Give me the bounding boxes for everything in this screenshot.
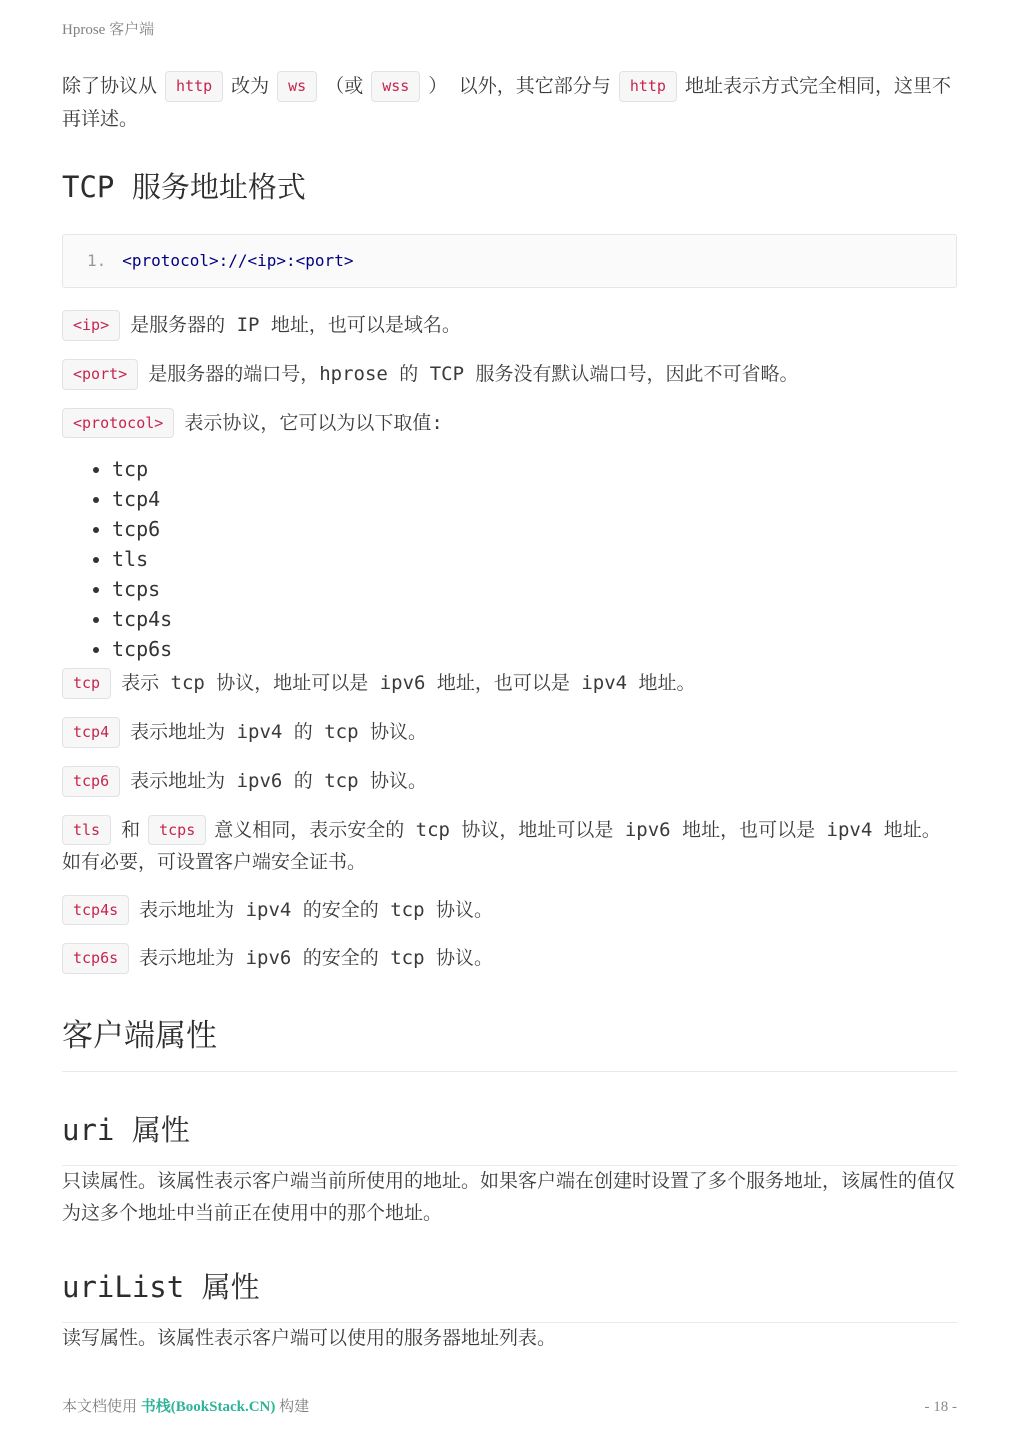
- intro-text-5: 以外，其它部分与: [458, 74, 611, 97]
- tcp4-text: 表示地址为 ipv4 的 tcp 协议。: [130, 720, 427, 743]
- tcp4s-text: 表示地址为 ipv4 的安全的 tcp 协议。: [139, 898, 493, 921]
- code-tag-tcp: tcp: [62, 668, 111, 699]
- intro-text-3: （或: [325, 74, 364, 97]
- code-line-number: 1.: [87, 251, 107, 271]
- urilist-property-text: 读写属性。该属性表示客户端可以使用的服务器地址列表。: [62, 1326, 557, 1349]
- heading-client-properties: 客户端属性: [62, 1010, 957, 1072]
- intro-text-1: 除了协议从: [62, 74, 158, 97]
- tls-paragraph: [62, 813, 957, 879]
- code-tag-wss: wss: [371, 71, 420, 102]
- code-tag-ip: <ip>: [62, 310, 120, 341]
- page-footer: [62, 1395, 957, 1416]
- tcp4-paragraph: [62, 715, 957, 750]
- protocol-list-item: • tcp4: [112, 484, 957, 514]
- code-tag-http: http: [165, 71, 223, 102]
- protocol-list-item: • tcp: [112, 454, 957, 484]
- tcp6s-text: 表示地址为 ipv6 的安全的 tcp 协议。: [139, 947, 493, 970]
- port-text: 是服务器的端口号，hprose 的 TCP 服务没有默认端口号，因此不可省略。: [148, 362, 799, 385]
- page-number: - 18 -: [924, 1399, 957, 1415]
- tcp6-paragraph: [62, 764, 957, 799]
- ip-paragraph: [62, 308, 957, 343]
- tcp4s-paragraph: [62, 893, 957, 928]
- code-tag-tcp4: tcp4: [62, 717, 120, 748]
- tcp6-text: 表示地址为 ipv6 的 tcp 协议。: [130, 769, 427, 792]
- protocol-paragraph: [62, 406, 957, 441]
- code-content: <protocol>://<ip>:<port>: [122, 251, 354, 271]
- code-tag-tcp6: tcp6: [62, 766, 120, 797]
- code-tag-port: <port>: [62, 359, 138, 390]
- protocol-list-item: • tcp6s: [112, 634, 957, 664]
- footer-attribution: [62, 1395, 309, 1416]
- intro-paragraph: [62, 69, 957, 135]
- code-tag-ws: ws: [277, 71, 317, 102]
- code-tag-tcps: tcps: [148, 815, 206, 846]
- footer-prefix: 本文档使用: [62, 1399, 138, 1415]
- heading-tcp-address-format: TCP 服务地址格式: [62, 170, 306, 205]
- code-tag-tls: tls: [62, 815, 111, 846]
- protocol-value-list: [62, 454, 957, 664]
- tcp-paragraph: [62, 666, 957, 701]
- tcp-text: 表示 tcp 协议，地址可以是 ipv6 地址，也可以是 ipv4 地址。: [121, 672, 696, 695]
- intro-text-2: 改为: [231, 74, 270, 97]
- protocol-list-item: • tcps: [112, 574, 957, 604]
- code-line: [63, 249, 956, 273]
- ip-text: 是服务器的 IP 地址，也可以是域名。: [130, 313, 461, 336]
- tls-conjunction: 和: [121, 818, 141, 841]
- protocol-text: 表示协议，它可以为以下取值:: [184, 411, 443, 434]
- uri-property-text: 只读属性。该属性表示客户端当前所使用的地址。如果客户端在创建时设置了多个服务地址，该属性的值仅为这多个地址中当前正在使用中的那个地址。: [62, 1170, 956, 1224]
- tls-text: 意义相同，表示安全的 tcp 协议，地址可以是 ipv6 地址，也可以是 ipv4 地址。如有必要，可设置客户端安全证书。: [62, 818, 941, 874]
- code-block: [62, 234, 957, 288]
- protocol-list-item: • tcp4s: [112, 604, 957, 634]
- code-tag-protocol: <protocol>: [62, 408, 174, 439]
- intro-text-6: 地址表示方式完全相同，这里不再详述。: [62, 74, 951, 130]
- doc-title: Hprose 客户端: [62, 22, 155, 38]
- bookstack-link[interactable]: 书栈(BookStack.CN): [140, 1399, 276, 1415]
- code-tag-http-2: http: [619, 71, 677, 102]
- protocol-list-item: • tls: [112, 544, 957, 574]
- code-tag-tcp6s: tcp6s: [62, 943, 129, 974]
- page-header: [62, 18, 957, 39]
- heading-urilist-property: uriList 属性: [62, 1265, 957, 1323]
- code-tag-tcp4s: tcp4s: [62, 895, 129, 926]
- port-paragraph: [62, 357, 957, 392]
- intro-text-4: ）: [428, 74, 448, 97]
- footer-suffix: 构建: [279, 1399, 310, 1415]
- tcp6s-paragraph: [62, 941, 957, 976]
- protocol-list-item: • tcp6: [112, 514, 957, 544]
- heading-uri-property: uri 属性: [62, 1108, 957, 1166]
